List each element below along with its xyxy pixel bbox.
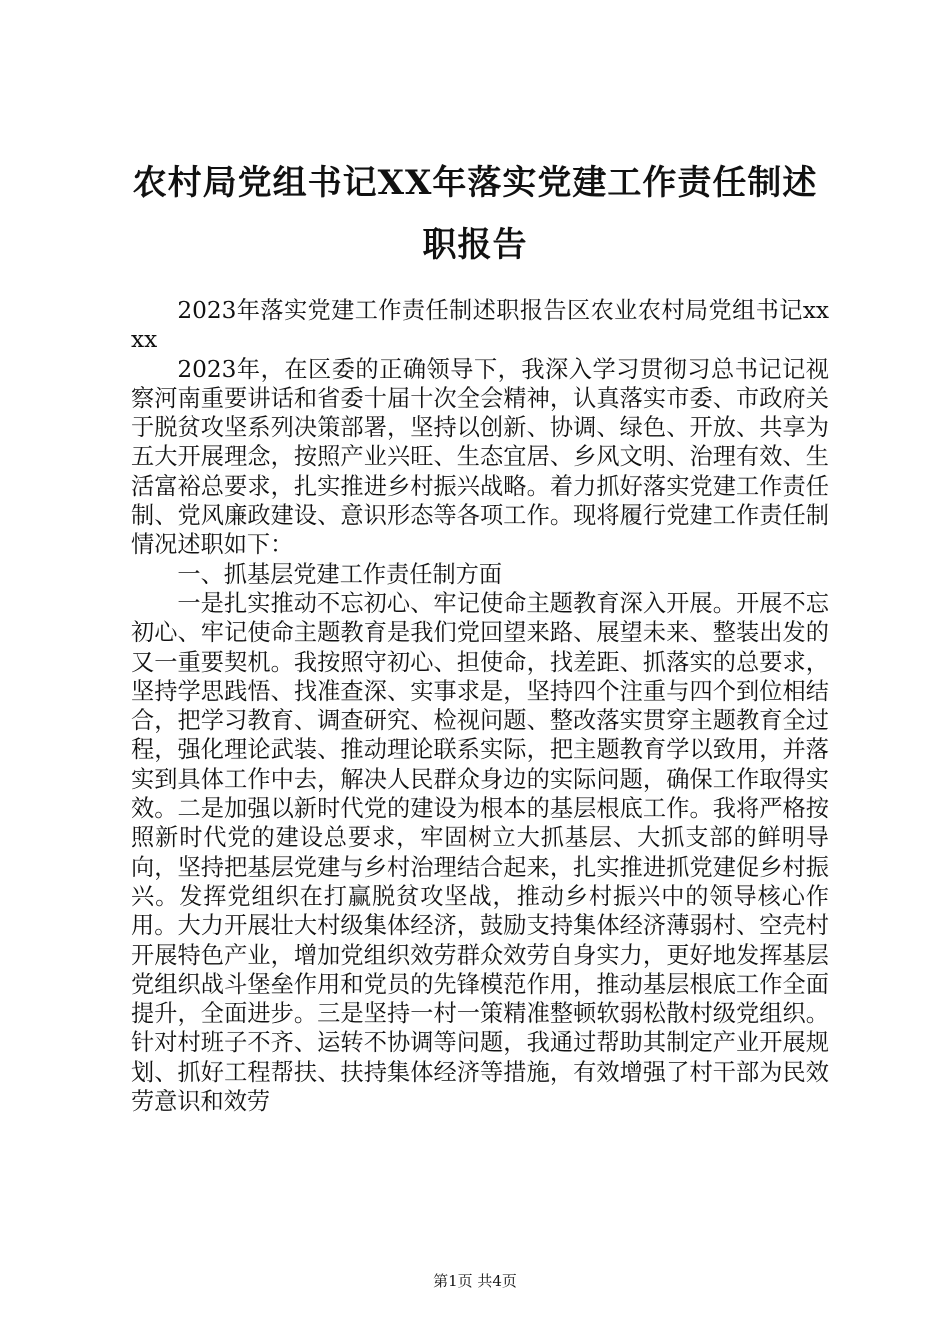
overview-paragraph: 2023年，在区委的正确领导下，我深入学习贯彻习总书记记视察河南重要讲话和省委十届十次全会精神，认真落实市委、市政府关于脱贫攻坚系列决策部署，坚持以创新、协调、绿色、开放、共享为五大开展理念，按照产业兴旺、生态宜居、乡风文明、治理有效、生活富裕总要求，扎实推进乡村振兴战略。着力抓好落实党建工作责任制、党风廉政建设、意识形态等各项工作。现将履行党建工作责任制情况述职如下： xyxy=(131,355,829,559)
document-body xyxy=(131,296,829,1116)
section-heading: 一、抓基层党建工作责任制方面 xyxy=(177,560,503,588)
document-title: 农村局党组书记XX年落实党建工作责任制述职报告 xyxy=(132,163,818,265)
section-paragraph: 一是扎实推动不忘初心、牢记使命主题教育深入开展。开展不忘初心、牢记使命主题教育是我们党回望来路、展望未来、整装出发的又一重要契机。我按照守初心、担使命，找差距、抓落实的总要求，坚持学思践悟、找准查深、实事求是，坚持四个注重与四个到位相结合，把学习教育、调查研究、检视问题、整改落实贯穿主题教育全过程，强化理论武装、推动理论联系实际，把主题教育学以致用，并落实到具体工作中去，解决人民群众身边的实际问题，确保工作取得实效。二是加强以新时代党的建设为根本的基层根底工作。我将严格按照新时代党的建设总要求，牢固树立大抓基层、大抓支部的鲜明导向，坚持把基层党建与乡村治理结合起来，扎实推进抓党建促乡村振兴。发挥党组织在打赢脱贫攻坚战，推动乡村振兴中的领导核心作用。大力开展壮大村级集体经济，鼓励支持集体经济薄弱村、空壳村开展特色产业，增加党组织效劳群众效劳自身实力，更好地发挥基层党组织战斗堡垒作用和党员的先锋模范作用，推动基层根底工作全面提升，全面进步。三是坚持一村一策精准整顿软弱松散村级党组织。针对村班子不齐、运转不协调等问题，我通过帮助其制定产业开展规划、抓好工程帮扶、扶持集体经济等措施，有效增强了村干部为民效劳意识和效劳 xyxy=(131,589,829,1116)
intro-paragraph: 2023年落实党建工作责任制述职报告区农业农村局党组书记xxxx xyxy=(131,297,829,354)
page-footer: 第1页 共4页 xyxy=(433,1272,517,1290)
